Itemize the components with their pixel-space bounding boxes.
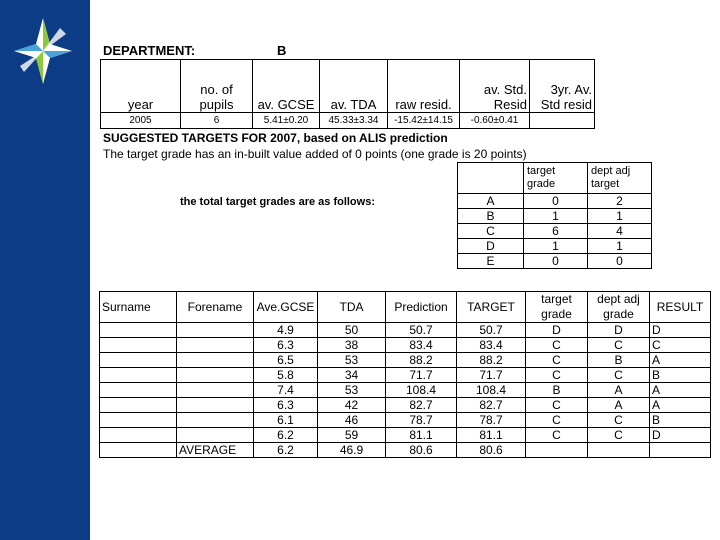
results-header: TARGET (457, 292, 526, 323)
results-cell (177, 428, 254, 443)
distribution-row (458, 224, 652, 239)
results-cell: C (526, 428, 588, 443)
results-cell: C (526, 368, 588, 383)
results-cell (100, 413, 177, 428)
summary-header-raw-resid: raw resid. (388, 60, 460, 113)
summary-header-row (101, 60, 595, 113)
distribution-count: 1 (588, 209, 652, 224)
results-cell (177, 368, 254, 383)
results-cell: B (650, 368, 711, 383)
results-cell: 34 (318, 368, 386, 383)
distribution-count: 1 (524, 239, 588, 254)
results-header: target grade (526, 292, 588, 323)
results-cell: AVERAGE (177, 443, 254, 458)
results-header: RESULT (650, 292, 711, 323)
results-cell: 6.3 (254, 398, 318, 413)
results-cell: B (526, 383, 588, 398)
distribution-count: 0 (524, 194, 588, 209)
results-cell: 6.2 (254, 443, 318, 458)
results-cell: D (588, 323, 650, 338)
results-cell (100, 383, 177, 398)
results-cell: B (650, 413, 711, 428)
results-cell: 108.4 (457, 383, 526, 398)
results-cell: 38 (318, 338, 386, 353)
results-row (100, 413, 711, 428)
summary-data-row (101, 113, 595, 129)
results-cell (100, 368, 177, 383)
results-cell: 81.1 (386, 428, 457, 443)
results-cell: C (526, 338, 588, 353)
results-cell: 4.9 (254, 323, 318, 338)
results-cell: C (588, 428, 650, 443)
results-cell (177, 398, 254, 413)
results-header: Prediction (386, 292, 457, 323)
results-cell: 53 (318, 353, 386, 368)
results-cell (100, 338, 177, 353)
results-cell (177, 383, 254, 398)
results-cell: 83.4 (386, 338, 457, 353)
results-cell: 50.7 (457, 323, 526, 338)
summary-cell: -0.60±0.41 (460, 113, 530, 129)
summary-header-pupils: no. of pupils (181, 60, 253, 113)
results-cell: A (650, 383, 711, 398)
pupil-results-table (99, 291, 711, 458)
results-cell: 83.4 (457, 338, 526, 353)
results-cell: C (526, 413, 588, 428)
results-cell: C (526, 398, 588, 413)
results-row (100, 443, 711, 458)
summary-cell: 45.33±3.34 (320, 113, 388, 129)
results-cell: C (650, 338, 711, 353)
results-cell: D (526, 323, 588, 338)
results-cell: 71.7 (457, 368, 526, 383)
results-cell: D (650, 323, 711, 338)
distribution-header-row (458, 163, 652, 194)
results-cell: 6.5 (254, 353, 318, 368)
results-cell: 81.1 (457, 428, 526, 443)
results-cell: C (588, 368, 650, 383)
results-cell: 108.4 (386, 383, 457, 398)
distribution-count: 4 (588, 224, 652, 239)
results-cell: 88.2 (386, 353, 457, 368)
results-cell: C (588, 338, 650, 353)
distribution-grade: A (458, 194, 524, 209)
summary-header-3yr-resid: 3yr. Av. Std resid (530, 60, 595, 113)
distribution-row (458, 209, 652, 224)
results-header: Ave.GCSE (254, 292, 318, 323)
results-cell (100, 323, 177, 338)
results-row (100, 398, 711, 413)
summary-header-gcse: av. GCSE (253, 60, 320, 113)
distribution-header: dept adj target (588, 163, 652, 194)
results-header: Forename (177, 292, 254, 323)
results-row (100, 323, 711, 338)
results-cell: D (650, 428, 711, 443)
results-cell: 46.9 (318, 443, 386, 458)
results-cell: A (650, 398, 711, 413)
department-value: B (277, 43, 287, 58)
results-cell: 71.7 (386, 368, 457, 383)
results-cell: A (588, 383, 650, 398)
distribution-grade: D (458, 239, 524, 254)
summary-cell (530, 113, 595, 129)
department-label: DEPARTMENT: (103, 43, 196, 58)
sidebar-band (0, 0, 90, 540)
results-cell: 50.7 (386, 323, 457, 338)
results-cell: 42 (318, 398, 386, 413)
distribution-count: 2 (588, 194, 652, 209)
distribution-count: 0 (588, 254, 652, 269)
summary-header-year: year (101, 60, 181, 113)
results-cell: 53 (318, 383, 386, 398)
results-cell: A (650, 353, 711, 368)
results-cell: 82.7 (386, 398, 457, 413)
distribution-row (458, 239, 652, 254)
results-cell: B (588, 353, 650, 368)
results-cell: 5.8 (254, 368, 318, 383)
results-cell: A (588, 398, 650, 413)
results-cell (177, 413, 254, 428)
results-cell: 46 (318, 413, 386, 428)
results-cell: 88.2 (457, 353, 526, 368)
distribution-header: target grade (524, 163, 588, 194)
targets-heading: SUGGESTED TARGETS FOR 2007, based on ALIS prediction (103, 131, 448, 145)
results-cell (588, 443, 650, 458)
results-cell: 80.6 (386, 443, 457, 458)
results-header: TDA (318, 292, 386, 323)
results-cell: 82.7 (457, 398, 526, 413)
target-distribution-table (457, 162, 652, 269)
results-cell: 6.1 (254, 413, 318, 428)
summary-cell: 5.41±0.20 (253, 113, 320, 129)
results-cell: 78.7 (386, 413, 457, 428)
totals-label: the total target grades are as follows: (180, 196, 375, 208)
results-cell: 6.3 (254, 338, 318, 353)
results-row (100, 428, 711, 443)
results-header: Surname (100, 292, 177, 323)
results-header-row (100, 292, 711, 323)
star-logo-icon (10, 14, 76, 88)
distribution-count: 6 (524, 224, 588, 239)
results-cell (100, 428, 177, 443)
distribution-count: 1 (588, 239, 652, 254)
distribution-grade: C (458, 224, 524, 239)
results-row (100, 353, 711, 368)
summary-cell: 2005 (101, 113, 181, 129)
results-cell (526, 443, 588, 458)
distribution-header (458, 163, 524, 194)
results-cell: 6.2 (254, 428, 318, 443)
results-cell: 78.7 (457, 413, 526, 428)
results-row (100, 368, 711, 383)
results-cell (177, 338, 254, 353)
distribution-row (458, 254, 652, 269)
summary-table (100, 59, 595, 129)
results-cell (100, 443, 177, 458)
distribution-count: 0 (524, 254, 588, 269)
results-cell (100, 353, 177, 368)
results-cell (100, 398, 177, 413)
results-cell: C (526, 353, 588, 368)
results-row (100, 383, 711, 398)
results-cell: 59 (318, 428, 386, 443)
results-cell (177, 353, 254, 368)
distribution-grade: B (458, 209, 524, 224)
results-cell (650, 443, 711, 458)
targets-note: The target grade has an in-built value added of 0 points (one grade is 20 points) (103, 147, 527, 161)
results-cell (177, 323, 254, 338)
results-cell: 7.4 (254, 383, 318, 398)
results-header: dept adj grade (588, 292, 650, 323)
summary-cell: 6 (181, 113, 253, 129)
results-row (100, 338, 711, 353)
distribution-row (458, 194, 652, 209)
summary-header-tda: av. TDA (320, 60, 388, 113)
results-cell: C (588, 413, 650, 428)
results-cell: 50 (318, 323, 386, 338)
summary-cell: -15.42±14.15 (388, 113, 460, 129)
distribution-count: 1 (524, 209, 588, 224)
distribution-grade: E (458, 254, 524, 269)
results-cell: 80.6 (457, 443, 526, 458)
summary-header-std-resid: av. Std. Resid (460, 60, 530, 113)
